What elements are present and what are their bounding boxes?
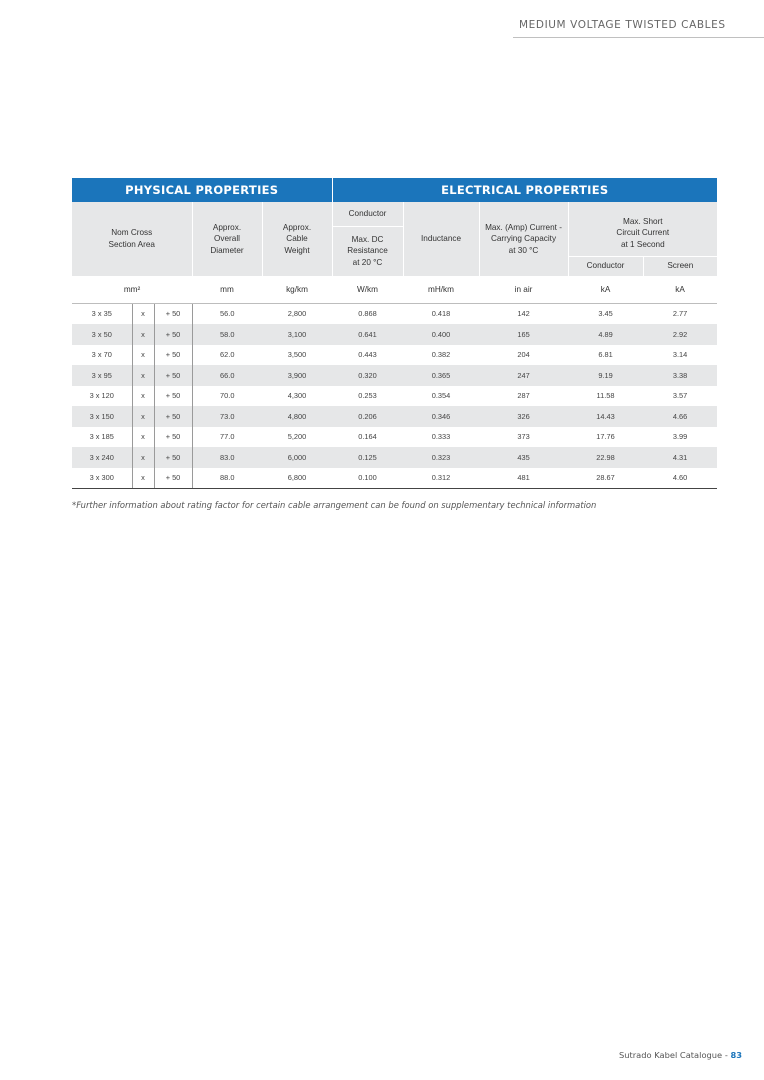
sc-screen-cell: 3.38 <box>643 365 717 386</box>
earth-cross-cell: + 50 <box>154 386 192 407</box>
diameter-cell: 88.0 <box>192 468 262 489</box>
multiplier-cell: x <box>132 468 154 489</box>
sc-conductor-cell: 17.76 <box>596 432 615 442</box>
resistance-cell: 0.868 <box>358 309 377 319</box>
inductance-cell: 0.312 <box>403 468 479 489</box>
page-number: 83 <box>730 1050 742 1060</box>
sc-conductor-cell: 14.43 <box>568 406 643 427</box>
sc-conductor-cell: 28.67 <box>568 468 643 489</box>
table-row <box>72 447 717 468</box>
table-row <box>72 406 717 427</box>
earth-cross-cell: + 50 <box>154 447 192 468</box>
short-circuit-header: Max. Short Circuit Current at 1 Second <box>568 202 717 256</box>
unit-cell: kA <box>643 276 717 303</box>
table-row <box>72 468 717 489</box>
multiplier-cell: x <box>132 303 154 324</box>
earth-cross-cell: + 50 <box>154 406 192 427</box>
resistance-cell: 0.125 <box>332 447 403 468</box>
nom-cross-cell: 3 x 185 <box>72 427 132 448</box>
weight-cell: 4,300 <box>287 391 307 401</box>
sc-screen-cell: 3.99 <box>672 432 688 442</box>
multiplier-cell: x <box>132 365 154 386</box>
resistance-cell: 0.443 <box>358 350 377 360</box>
sc-conductor-cell: 11.58 <box>596 391 615 401</box>
short-circuit-conductor-header: Conductor <box>568 256 643 276</box>
physical-properties-heading: PHYSICAL PROPERTIES <box>72 178 332 202</box>
weight-cell: 6,000 <box>262 447 332 468</box>
header-divider <box>513 37 764 38</box>
inductance-cell: 0.365 <box>403 365 479 386</box>
inductance-header: Inductance <box>403 202 479 276</box>
unit-cell: W/km <box>332 276 403 303</box>
multiplier-cell: x <box>132 427 154 448</box>
page-footer <box>619 1050 742 1060</box>
nom-cross-cell: 3 x 70 <box>72 345 132 366</box>
unit-cell: kA <box>568 276 643 303</box>
earth-cross-cell: + 50 <box>154 303 192 324</box>
unit-cell: in air <box>479 276 568 303</box>
table-row <box>72 386 717 407</box>
multiplier-cell: x <box>132 324 154 345</box>
diameter-cell: 73.0 <box>192 406 262 427</box>
resistance-cell: 0.253 <box>358 391 377 401</box>
units-row <box>72 276 717 303</box>
nom-cross-cell: 3 x 35 <box>72 303 132 324</box>
sc-screen-cell: 2.92 <box>643 324 717 345</box>
table-row <box>72 324 717 345</box>
diameter-cell: 58.0 <box>192 324 262 345</box>
current-cell: 165 <box>479 324 568 345</box>
current-capacity-header: Max. (Amp) Current - Carrying Capacity at 30 °C <box>479 202 568 276</box>
unit-cell: mm <box>192 276 262 303</box>
sc-screen-cell: 4.31 <box>643 447 717 468</box>
nom-cross-cell: 3 x 240 <box>72 447 132 468</box>
sc-screen-cell: 3.57 <box>672 391 688 401</box>
table-row <box>72 427 717 448</box>
data-rows <box>72 303 717 489</box>
weight-cell: 4,800 <box>262 406 332 427</box>
resistance-cell: 0.206 <box>332 406 403 427</box>
overall-diameter-header: Approx. Overall Diameter <box>192 202 262 276</box>
inductance-cell: 0.418 <box>431 309 451 319</box>
conductor-group-header: Conductor <box>332 202 403 226</box>
current-cell: 204 <box>517 350 530 360</box>
current-cell: 435 <box>479 447 568 468</box>
multiplier-cell: x <box>132 447 154 468</box>
table-row <box>72 345 717 366</box>
sc-conductor-cell: 3.45 <box>598 309 613 319</box>
current-cell: 326 <box>479 406 568 427</box>
resistance-cell: 0.320 <box>332 365 403 386</box>
current-cell: 481 <box>479 468 568 489</box>
resistance-cell: 0.100 <box>332 468 403 489</box>
unit-cell: kg/km <box>262 276 332 303</box>
diameter-cell: 70.0 <box>220 391 235 401</box>
diameter-cell: 56.0 <box>220 309 235 319</box>
multiplier-cell: x <box>132 345 154 366</box>
multiplier-cell: x <box>132 406 154 427</box>
table-footnote: *Further information about rating factor for certain cable arrangement can be found on supplementary technical information <box>72 500 597 510</box>
nom-cross-cell: 3 x 300 <box>72 468 132 489</box>
nom-cross-cell: 3 x 120 <box>72 386 132 407</box>
footer-separator: - <box>724 1050 728 1060</box>
weight-cell: 3,100 <box>262 324 332 345</box>
inductance-cell: 0.323 <box>403 447 479 468</box>
current-cell: 373 <box>517 432 530 442</box>
weight-cell: 6,800 <box>262 468 332 489</box>
sc-screen-cell: 2.77 <box>672 309 688 319</box>
cable-properties-table-container <box>72 178 717 489</box>
sc-screen-cell: 3.14 <box>672 350 688 360</box>
unit-cell: mm² <box>72 276 192 303</box>
nom-cross-cell: 3 x 50 <box>72 324 132 345</box>
earth-cross-cell: + 50 <box>154 427 192 448</box>
resistance-cell: 0.164 <box>358 432 377 442</box>
short-circuit-screen-header: Screen <box>643 256 717 276</box>
current-cell: 142 <box>517 309 530 319</box>
diameter-cell: 66.0 <box>192 365 262 386</box>
cable-properties-table <box>72 178 717 489</box>
table-row <box>72 303 717 324</box>
inductance-cell: 0.382 <box>431 350 451 360</box>
earth-cross-cell: + 50 <box>154 365 192 386</box>
current-cell: 247 <box>479 365 568 386</box>
inductance-cell: 0.400 <box>403 324 479 345</box>
sc-conductor-cell: 9.19 <box>568 365 643 386</box>
sc-conductor-cell: 22.98 <box>568 447 643 468</box>
earth-cross-cell: + 50 <box>154 468 192 489</box>
multiplier-cell: x <box>132 386 154 407</box>
nom-cross-cell: 3 x 95 <box>72 365 132 386</box>
sc-screen-cell: 4.60 <box>643 468 717 489</box>
table-row <box>72 365 717 386</box>
nom-cross-section-header: Nom Cross Section Area <box>72 202 192 276</box>
weight-cell: 2,800 <box>287 309 307 319</box>
dc-resistance-header: Max. DC Resistance at 20 °C <box>332 226 403 276</box>
diameter-cell: 77.0 <box>220 432 235 442</box>
sc-conductor-cell: 6.81 <box>598 350 613 360</box>
weight-cell: 3,900 <box>262 365 332 386</box>
inductance-cell: 0.346 <box>403 406 479 427</box>
weight-cell: 3,500 <box>287 350 307 360</box>
diameter-cell: 62.0 <box>220 350 235 360</box>
sc-screen-cell: 4.66 <box>643 406 717 427</box>
sc-conductor-cell: 4.89 <box>568 324 643 345</box>
nom-cross-cell: 3 x 150 <box>72 406 132 427</box>
inductance-cell: 0.354 <box>431 391 451 401</box>
inductance-cell: 0.333 <box>431 432 451 442</box>
unit-cell: mH/km <box>403 276 479 303</box>
resistance-cell: 0.641 <box>332 324 403 345</box>
current-cell: 287 <box>517 391 530 401</box>
weight-cell: 5,200 <box>287 432 307 442</box>
electrical-properties-heading: ELECTRICAL PROPERTIES <box>332 178 717 202</box>
catalogue-name: Sutrado Kabel Catalogue <box>618 1050 723 1060</box>
page-section-title: MEDIUM VOLTAGE TWISTED CABLES <box>519 19 726 31</box>
earth-cross-cell: + 50 <box>154 324 192 345</box>
earth-cross-cell: + 50 <box>154 345 192 366</box>
cable-weight-header: Approx. Cable Weight <box>262 202 332 276</box>
diameter-cell: 83.0 <box>192 447 262 468</box>
